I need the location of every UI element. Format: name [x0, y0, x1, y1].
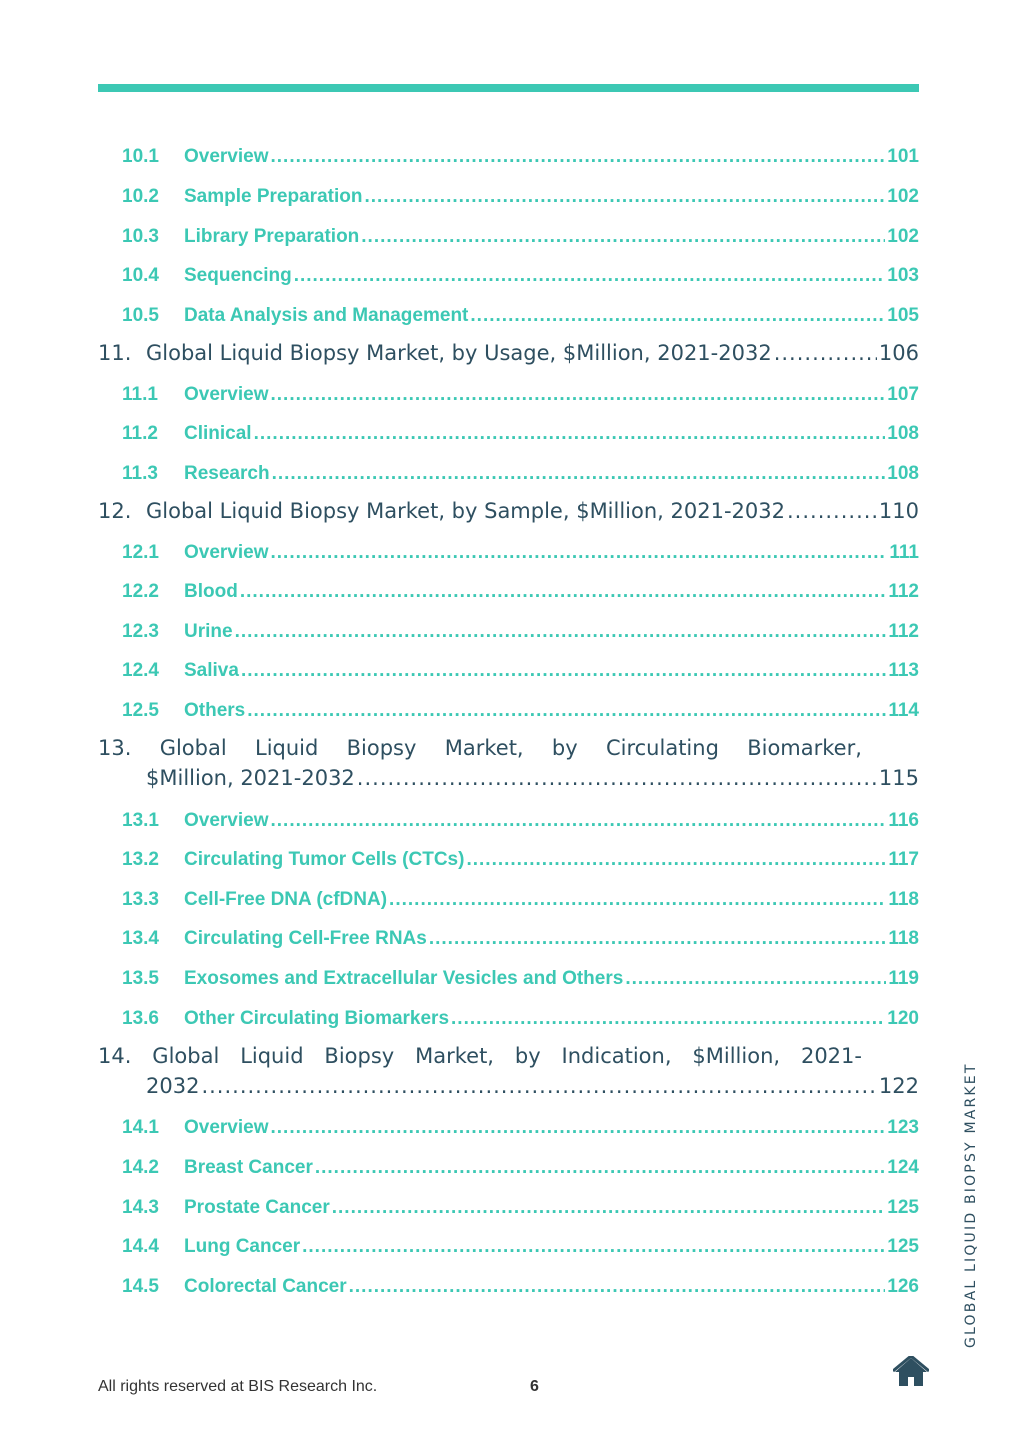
toc-entry-number: 13.6: [122, 1008, 159, 1029]
toc-entry-number: 13.3: [122, 889, 159, 910]
toc-chapter-number: 12.: [98, 499, 132, 523]
toc-entry-number: 14.1: [122, 1117, 159, 1138]
toc-entry-10-4[interactable]: [98, 265, 919, 287]
toc-leader-dots: [240, 581, 887, 603]
toc-entry-page: 124: [887, 1157, 919, 1178]
toc-entry-number: 14.3: [122, 1197, 159, 1218]
toc-entry-page: 125: [887, 1197, 919, 1218]
toc-leader-dots: [451, 1008, 885, 1030]
toc-chapter-label: 2032: [146, 1074, 200, 1098]
toc-entry-label: Breast Cancer: [184, 1157, 313, 1178]
toc-entry-number: 14.2: [122, 1157, 159, 1178]
toc-entry-label: Clinical: [184, 423, 252, 444]
toc-leader-dots: [271, 1117, 886, 1139]
toc-chapter-13-line2[interactable]: [98, 766, 919, 790]
toc-entry-label: Overview: [184, 810, 269, 831]
toc-entry-number: 10.5: [122, 305, 159, 326]
toc-leader-dots: [271, 542, 888, 564]
toc-entry-number: 14.4: [122, 1236, 159, 1257]
toc-entry-label: Overview: [184, 146, 269, 167]
toc-chapter-word: Biopsy: [346, 736, 417, 760]
toc-entry-label: Circulating Tumor Cells (CTCs): [184, 849, 465, 870]
toc-entry-12-5[interactable]: [98, 700, 919, 722]
toc-chapter-word: Market,: [415, 1044, 494, 1068]
toc-entry-label: Overview: [184, 1117, 269, 1138]
footer-copyright: All rights reserved at BIS Research Inc.: [98, 1378, 378, 1395]
toc-entry-page: 119: [888, 968, 919, 989]
toc-entry-page: 102: [887, 226, 919, 247]
toc-chapter-11[interactable]: [98, 341, 919, 365]
toc-leader-dots: [787, 499, 877, 523]
toc-chapter-word: by: [551, 736, 578, 760]
toc-entry-12-3[interactable]: [98, 621, 919, 643]
toc-leader-dots: [389, 889, 886, 911]
toc-entry-10-2[interactable]: [98, 186, 919, 208]
toc-chapter-number: 13.: [98, 736, 132, 760]
toc-entry-page: 117: [888, 849, 919, 870]
toc-entry-label: Data Analysis and Management: [184, 305, 469, 326]
toc-entry-label: Overview: [184, 542, 269, 563]
toc-leader-dots: [361, 226, 885, 248]
toc-chapter-word: 2021-: [800, 1044, 862, 1068]
toc-entry-13-4[interactable]: [98, 928, 919, 950]
toc-entry-14-2[interactable]: [98, 1157, 919, 1179]
toc-entry-number: 14.5: [122, 1276, 159, 1297]
toc-entry-number: 11.2: [122, 423, 158, 444]
toc-leader-dots: [357, 766, 877, 790]
toc-chapter-page: 122: [878, 1074, 919, 1098]
toc-chapter-label: Global Liquid Biopsy Market, by Usage, $Million, 2021-2032: [146, 341, 772, 365]
toc-chapter-14-line1[interactable]: [98, 1044, 862, 1068]
toc-entry-label: Prostate Cancer: [184, 1197, 330, 1218]
toc-chapter-14-line2[interactable]: [98, 1074, 919, 1098]
toc-entry-12-4[interactable]: [98, 660, 919, 682]
toc-entry-number: 11.1: [122, 384, 158, 405]
toc-entry-page: 113: [888, 660, 919, 681]
toc-chapter-word: Biomarker,: [747, 736, 862, 760]
toc-entry-number: 10.2: [122, 186, 159, 207]
toc-entry-label: Exosomes and Extracellular Vesicles and Others: [184, 968, 624, 989]
toc-chapter-page: 110: [878, 499, 919, 523]
toc-entry-14-3[interactable]: [98, 1197, 919, 1219]
toc-leader-dots: [241, 660, 886, 682]
top-accent-rule: [98, 84, 919, 92]
toc-entry-label: Cell-Free DNA (cfDNA): [184, 889, 388, 910]
side-running-title: GLOBAL LIQUID BIOPSY MARKET: [963, 1062, 979, 1348]
toc-entry-13-6[interactable]: [98, 1008, 919, 1030]
toc-leader-dots: [315, 1157, 885, 1179]
toc-entry-label: Overview: [184, 384, 269, 405]
toc-chapter-word: Global: [159, 736, 227, 760]
toc-entry-label: Lung Cancer: [184, 1236, 301, 1257]
toc-entry-page: 114: [888, 700, 919, 721]
toc-entry-number: 12.3: [122, 621, 159, 642]
toc-entry-10-1[interactable]: [98, 146, 919, 168]
toc-chapter-number: 11.: [98, 341, 132, 365]
toc-entry-number: 10.4: [122, 265, 159, 286]
toc-entry-label: Saliva: [184, 660, 239, 681]
toc-entry-number: 13.5: [122, 968, 159, 989]
toc-chapter-word: Circulating: [605, 736, 719, 760]
toc-entry-label: Blood: [184, 581, 238, 602]
toc-entry-12-1[interactable]: [98, 542, 919, 564]
home-icon[interactable]: [893, 1356, 929, 1388]
toc-entry-14-5[interactable]: [98, 1276, 919, 1298]
toc-leader-dots: [470, 305, 885, 327]
toc-entry-number: 13.1: [122, 810, 159, 831]
toc-entry-page: 103: [887, 265, 919, 286]
toc-chapter-word: Market,: [444, 736, 524, 760]
toc-entry-number: 13.2: [122, 849, 159, 870]
toc-leader-dots: [235, 621, 887, 643]
toc-leader-dots: [271, 146, 886, 168]
toc-entry-page: 107: [887, 384, 919, 405]
toc-entry-page: 123: [887, 1117, 919, 1138]
toc-entry-number: 12.2: [122, 581, 159, 602]
toc-entry-label: Circulating Cell-Free RNAs: [184, 928, 427, 949]
toc-leader-dots: [349, 1276, 886, 1298]
toc-leader-dots: [302, 1236, 885, 1258]
toc-entry-10-5[interactable]: [98, 305, 919, 327]
toc-entry-13-2[interactable]: [98, 849, 919, 871]
toc-entry-page: 126: [887, 1276, 919, 1297]
toc-entry-label: Sample Preparation: [184, 186, 363, 207]
toc-entry-14-4[interactable]: [98, 1236, 919, 1258]
toc-entry-number: 11.3: [122, 463, 158, 484]
toc-chapter-label: Global Liquid Biopsy Market, by Sample, $Million, 2021-2032: [146, 499, 785, 523]
toc-leader-dots: [271, 384, 886, 406]
toc-entry-number: 10.3: [122, 226, 159, 247]
toc-leader-dots: [254, 423, 886, 445]
toc-entry-label: Library Preparation: [184, 226, 360, 247]
toc-entry-13-3[interactable]: [98, 889, 919, 911]
toc-leader-dots: [272, 463, 886, 485]
toc-entry-number: 12.5: [122, 700, 159, 721]
toc-entry-page: 112: [888, 581, 919, 602]
toc-entry-page: 108: [887, 463, 919, 484]
toc-chapter-label: $Million, 2021-2032: [146, 766, 355, 790]
toc-leader-dots: [294, 265, 886, 287]
toc-entry-page: 112: [888, 621, 919, 642]
toc-entry-label: Other Circulating Biomarkers: [184, 1008, 450, 1029]
toc-entry-label: Colorectal Cancer: [184, 1276, 347, 1297]
toc-entry-12-2[interactable]: [98, 581, 919, 603]
toc-entry-number: 12.4: [122, 660, 159, 681]
toc-leader-dots: [271, 810, 887, 832]
toc-entry-page: 108: [887, 423, 919, 444]
toc-chapter-word: Liquid: [240, 1044, 304, 1068]
toc-chapter-word: Indication,: [561, 1044, 672, 1068]
toc-leader-dots: [774, 341, 877, 365]
toc-leader-dots: [625, 968, 886, 990]
toc-entry-page: 116: [888, 810, 919, 831]
toc-entry-page: 105: [887, 305, 919, 326]
toc-chapter-12[interactable]: [98, 499, 919, 523]
toc-entry-label: Sequencing: [184, 265, 292, 286]
toc-chapter-word: Biopsy: [324, 1044, 395, 1068]
toc-entry-11-1[interactable]: [98, 384, 919, 406]
toc-chapter-word: $Million,: [692, 1044, 781, 1068]
toc-entry-14-1[interactable]: [98, 1117, 919, 1139]
toc-entry-page: 118: [888, 928, 919, 949]
toc-chapter-page: 106: [878, 341, 919, 365]
toc-entry-11-2[interactable]: [98, 423, 919, 445]
page-number: 6: [530, 1378, 539, 1395]
toc-leader-dots: [247, 700, 886, 722]
toc-entry-page: 111: [889, 542, 919, 563]
toc-entry-13-5[interactable]: [98, 968, 919, 990]
toc-entry-label: Urine: [184, 621, 233, 642]
toc-entry-label: Others: [184, 700, 246, 721]
toc-chapter-word: Liquid: [255, 736, 319, 760]
toc-chapter-13-line1[interactable]: [98, 736, 862, 760]
toc-entry-10-3[interactable]: [98, 226, 919, 248]
toc-entry-page: 118: [888, 889, 919, 910]
toc-entry-number: 12.1: [122, 542, 159, 563]
toc-leader-dots: [201, 1074, 876, 1098]
toc-entry-11-3[interactable]: [98, 463, 919, 485]
toc-leader-dots: [332, 1197, 886, 1219]
toc-entry-page: 102: [887, 186, 919, 207]
toc-leader-dots: [429, 928, 887, 950]
toc-chapter-word: by: [514, 1044, 541, 1068]
toc-entry-number: 13.4: [122, 928, 159, 949]
toc-entry-page: 120: [887, 1008, 919, 1029]
toc-entry-page: 125: [887, 1236, 919, 1257]
toc-entry-number: 10.1: [122, 146, 159, 167]
toc-chapter-word: Global: [152, 1044, 220, 1068]
toc-entry-page: 101: [887, 146, 919, 167]
toc-chapter-number: 14.: [98, 1044, 132, 1068]
toc-entry-13-1[interactable]: [98, 810, 919, 832]
toc-leader-dots: [466, 849, 886, 871]
toc-entry-label: Research: [184, 463, 270, 484]
toc-leader-dots: [364, 186, 885, 208]
toc-chapter-page: 115: [878, 766, 919, 790]
